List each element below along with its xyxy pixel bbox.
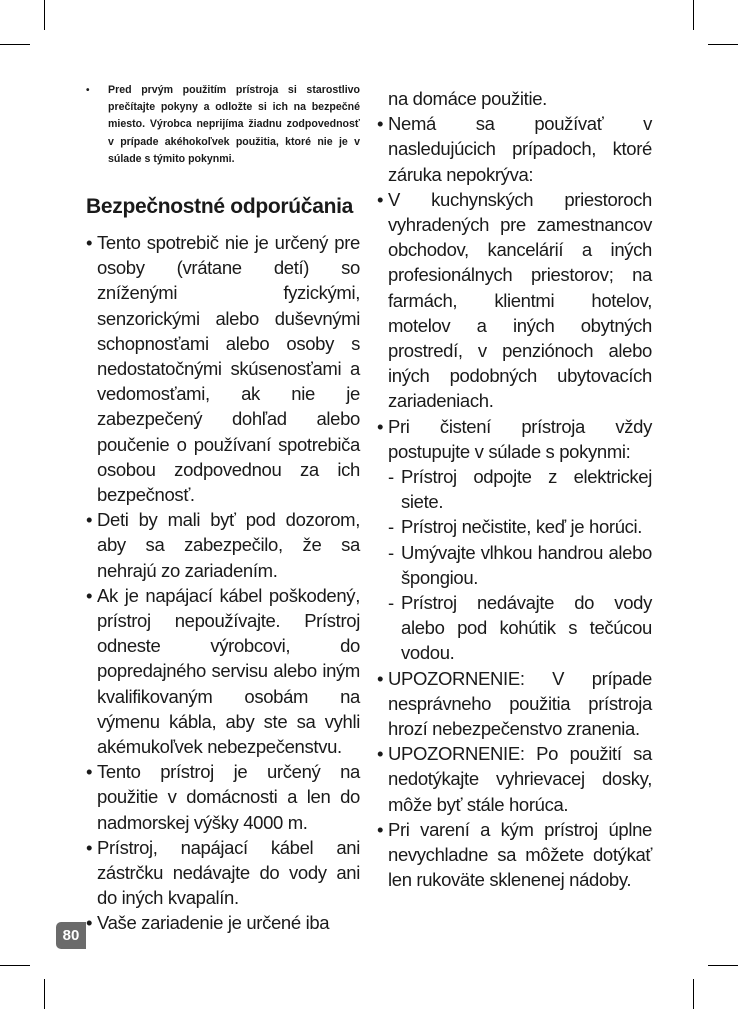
- list-item: • Pri varení a kým prístroj úplne nevychladne sa môžete dotýkať len rukoväte sklenenej nádoby.: [377, 818, 652, 891]
- cleaning-step: - Prístroj nedávajte do vody alebo pod kohútik s tečúcou vodou.: [388, 592, 652, 664]
- cleaning-step: - Prístroj nečistite, keď je horúci.: [388, 516, 643, 538]
- list-item: • V kuchynských priestoroch vyhradených pre zamestnancov obchodov, kancelárií a iných profesionálnych priestorov; na farmách, klientmi hotelov, motelov a iných obytných prostredí, v penziónoch alebo iných podobných ubytovacích zariadeniach.: [377, 188, 652, 412]
- warning-item: • UPOZORNENIE: V prípade nesprávneho použitia prístroja hrozí nebezpečenstvo zranenia.: [377, 667, 652, 740]
- list-item: • Nemá sa používať v nasledujúcich prípadoch, ktoré záruka nepokrýva:: [377, 113, 652, 185]
- crop-mark: [44, 979, 45, 1009]
- safety-list-right: [377, 86, 652, 893]
- list-item: • Deti by mali byť pod dozorom, aby sa zabezpečilo, že sa nehrajú zo zariadením.: [86, 509, 360, 581]
- safety-list-left: [86, 230, 360, 936]
- crop-mark: [708, 965, 738, 966]
- list-item: • Vaše zariadenie je určené iba: [86, 912, 330, 934]
- list-item-continuation: na domáce použitie.: [388, 88, 547, 109]
- list-item: • Ak je napájací kábel poškodený, prístroj nepoužívajte. Prístroj odneste výrobcovi, do popredajného servisu alebo iným kvalifikovaným osobám na výmenu kábla, aby ste sa vyhli akémukoľvek nebezpečenstvu.: [86, 584, 360, 758]
- cleaning-step: - Umývajte vlhkou handrou alebo špongiou.: [388, 541, 652, 588]
- list-item: • Tento prístroj je určený na použitie v domácnosti a len do nadmorskej výšky 4000 m.: [86, 761, 360, 833]
- list-item: • Prístroj, napájací kábel ani zástrčku nedávajte do vody ani do iných kvapalín.: [86, 836, 360, 909]
- section-heading: Bezpečnostné odporúčania: [86, 195, 354, 218]
- cleaning-step: - Prístroj odpojte z elektrickej siete.: [388, 466, 652, 513]
- page-number: 80: [56, 922, 86, 949]
- crop-mark: [0, 44, 30, 45]
- cleaning-steps: [388, 464, 652, 666]
- intro-text: Pred prvým použitím prístroja si starostlivo prečítajte pokyny a odložte si ich na bezpečné miesto. Výrobca neprijíma žiadnu zodpovednosť v prípade akéhokoľvek použitia, ktoré nie je v súlade s týmito pokynmi.: [108, 84, 360, 165]
- crop-mark: [693, 0, 694, 30]
- warning-item: • UPOZORNENIE: Po použití sa nedotýkajte vyhrievacej dosky, môže byť stále horúca.: [377, 743, 652, 815]
- crop-mark: [44, 0, 45, 30]
- intro-note: [86, 82, 360, 168]
- crop-mark: [0, 965, 30, 966]
- crop-mark: [693, 979, 694, 1009]
- list-item: • Pri čistení prístroja vždy postupujte v súlade s pokynmi: - Prístroj odpojte z elektrickej siete. - Prístroj nečistite, keď je horúci. - Umývajte vlhkou handrou alebo špongiou. - Prístroj nedávajte do vody alebo pod kohútik s tečúcou vodou.: [377, 414, 652, 666]
- list-item: • Tento spotrebič nie je určený pre osoby (vrátane detí) so zníženými fyzickými, senzorickými alebo duševnými schopnosťami alebo osoby s nedostatočnými skúsenosťami a vedomosťami, ak nie je zabezpečený dohľad alebo poučenie o používaní spotrebiča osobou zodpovednou za ich bezpečnosť.: [86, 232, 360, 506]
- bullet: •: [86, 85, 90, 96]
- crop-mark: [708, 44, 738, 45]
